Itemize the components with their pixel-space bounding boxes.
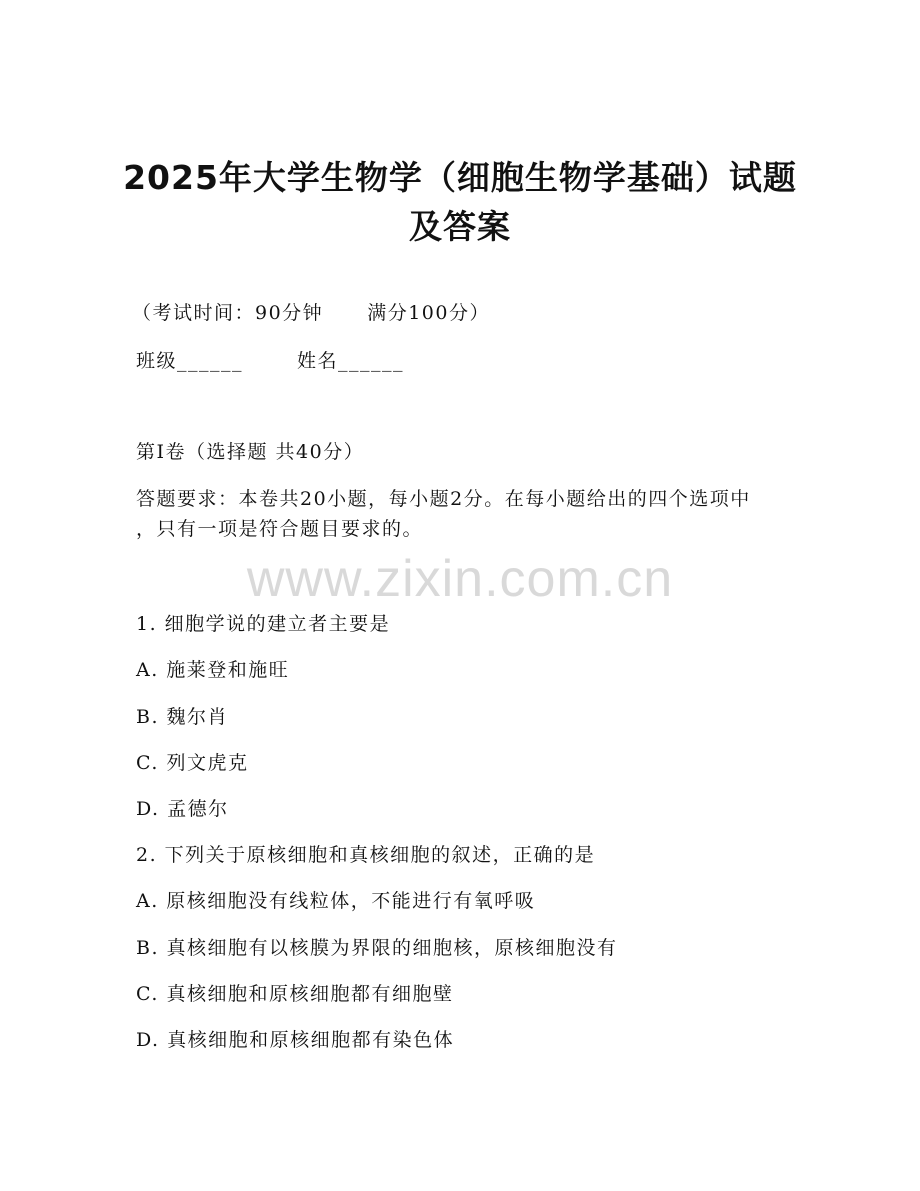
instructions-line1: 答题要求：本卷共20小题，每小题2分。在每小题给出的四个选项中	[136, 488, 751, 510]
exam-full-score: 满分100分）	[367, 302, 490, 324]
question-1-option-b: B. 魏尔肖	[136, 706, 229, 728]
question-1-option-c: C. 列文虎克	[136, 752, 249, 774]
document-title-line2: 及答案	[409, 207, 511, 246]
question-2-option-a: A. 原核细胞没有线粒体，不能进行有氧呼吸	[136, 890, 536, 912]
question-2-stem: 2. 下列关于原核细胞和真核细胞的叙述，正确的是	[136, 844, 596, 866]
question-1-stem: 1. 细胞学说的建立者主要是	[136, 613, 391, 635]
watermark: www.zixin.com.cn	[246, 550, 674, 608]
student-fields	[136, 347, 404, 375]
question-2-option-c: C. 真核细胞和原核细胞都有细胞壁	[136, 983, 454, 1005]
instructions-line2: ，只有一项是符合题目要求的。	[136, 518, 424, 540]
question-1-option-a: A. 施莱登和施旺	[136, 659, 290, 681]
section-title: 第I卷（选择题 共40分）	[136, 441, 365, 463]
question-2-option-b: B. 真核细胞有以核膜为界限的细胞核，原核细胞没有	[136, 937, 618, 959]
question-2-option-d: D. 真核细胞和原核细胞都有染色体	[136, 1029, 455, 1051]
class-field: 班级______	[136, 350, 244, 372]
exam-info	[132, 299, 490, 327]
question-1-option-d: D. 孟德尔	[136, 798, 229, 820]
name-field: 姓名______	[297, 350, 405, 372]
exam-time: （考试时间：90分钟	[132, 302, 324, 324]
document-title-line1: 2025年大学生物学（细胞生物学基础）试题	[123, 158, 797, 197]
